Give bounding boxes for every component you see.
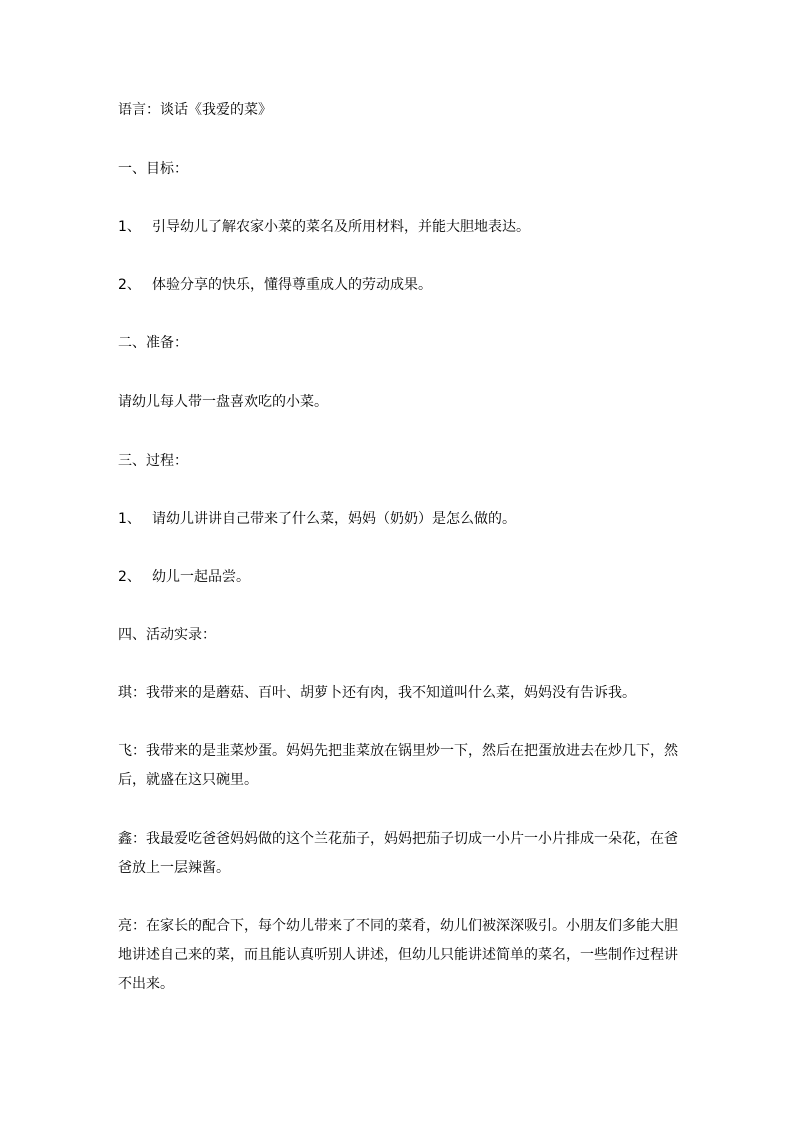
record-heading: 四、活动实录： <box>118 627 216 643</box>
goal-number: 2、 <box>118 277 141 293</box>
goal-item <box>118 213 678 242</box>
record-paragraph <box>118 679 680 708</box>
goal-text: 体验分享的快乐，懂得尊重成人的劳动成果。 <box>152 277 432 293</box>
record-line: 爸放上一层辣酱。 <box>118 860 230 876</box>
goal-item <box>118 271 678 300</box>
document-title: 语言：谈话《我爱的菜》 <box>118 102 272 118</box>
record-paragraph <box>118 825 680 883</box>
goal-number: 1、 <box>118 219 141 235</box>
prep-text: 请幼儿每人带一盘喜欢吃的小菜。 <box>118 394 328 410</box>
process-text: 幼儿一起品尝。 <box>152 569 250 585</box>
goal-text: 引导幼儿了解农家小菜的菜名及所用材料，并能大胆地表达。 <box>152 219 530 235</box>
record-line: 琪：我带来的是蘑菇、百叶、胡萝卜还有肉，我不知道叫什么菜，妈妈没有告诉我。 <box>118 685 636 701</box>
process-number: 2、 <box>118 569 141 585</box>
record-paragraph <box>118 737 680 795</box>
process-item <box>118 563 678 592</box>
record-line: 鑫：我最爱吃爸爸妈妈做的这个兰花茄子，妈妈把茄子切成一小片一小片排成一朵花，在爸 <box>118 831 678 847</box>
record-paragraph <box>118 912 680 999</box>
goals-heading: 一、目标： <box>118 161 188 177</box>
record-line: 不出来。 <box>118 976 174 992</box>
record-line: 飞：我带来的是韭菜炒蛋。妈妈先把韭菜放在锅里炒一下，然后在把蛋放进去在炒几下，然 <box>118 743 678 759</box>
process-item <box>118 505 678 534</box>
record-line: 后，就盛在这只碗里。 <box>118 772 258 788</box>
prep-heading: 二、准备： <box>118 335 188 351</box>
record-line: 亮：在家长的配合下，每个幼儿带来了不同的菜肴，幼儿们被深深吸引。小朋友们多能大胆 <box>118 918 678 934</box>
process-number: 1、 <box>118 511 141 527</box>
process-heading: 三、过程： <box>118 453 188 469</box>
process-text: 请幼儿讲讲自己带来了什么菜，妈妈（奶奶）是怎么做的。 <box>152 511 516 527</box>
record-line: 地讲述自己来的菜，而且能认真听别人讲述，但幼儿只能讲述简单的菜名，一些制作过程讲 <box>118 947 678 963</box>
